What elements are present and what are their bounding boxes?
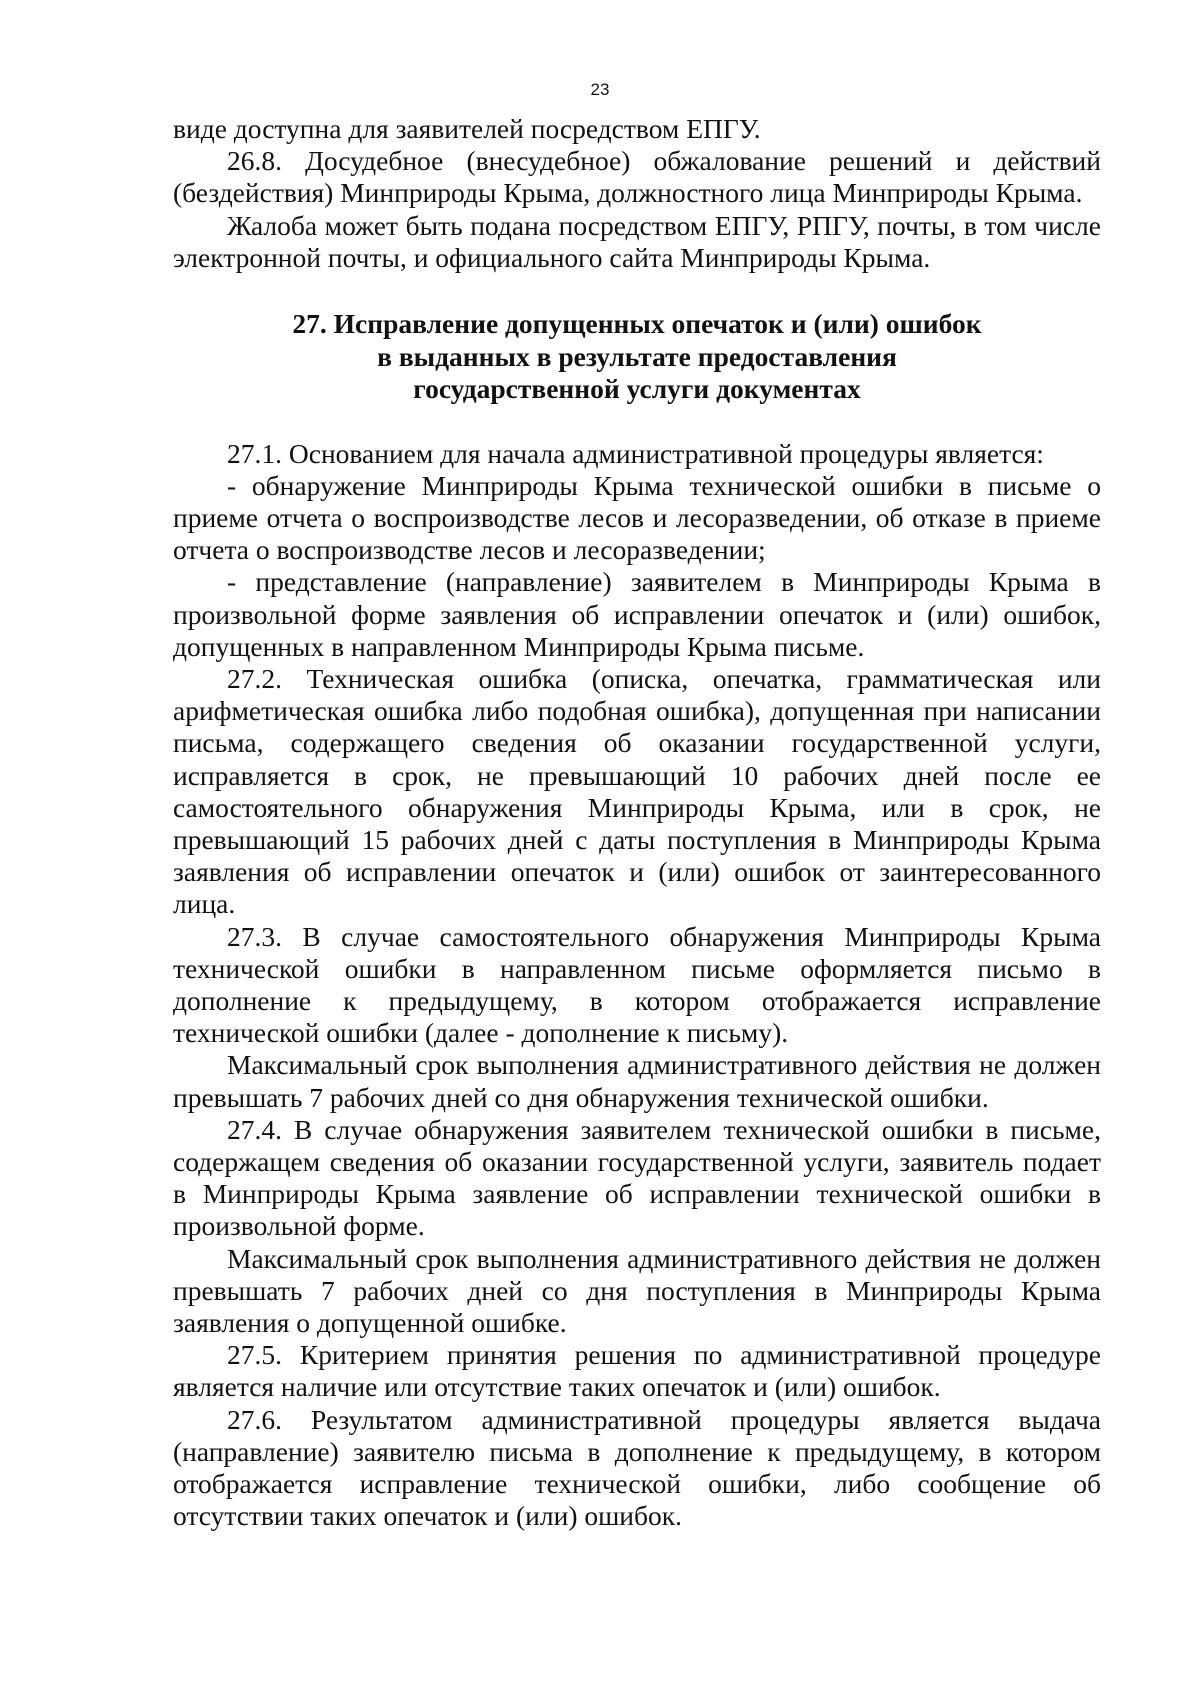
paragraph-27-5: 27.5. Критерием принятия решения по административной процедуре является наличие или отсутствие таких опечаток и (или) ошибок. (173, 1339, 1101, 1403)
paragraph-continuation: виде доступна для заявителей посредством ЕПГУ. (173, 113, 761, 144)
paragraph-27-4: 27.4. В случае обнаружения заявителем технической ошибки в письме, содержащем сведения об оказании государственной услуги, заявитель подает в Минприроды Крыма заявление об исправлении технической ошибки в произвольной форме. (173, 1113, 1101, 1242)
paragraph-27-1: 27.1. Основанием для начала административной процедуры является: (227, 437, 1044, 469)
paragraph-complaint-channels: Жалоба может быть подана посредством ЕПГУ, РПГУ, почты, в том числе электронной почты, и официального сайта Минприроды Крыма. (173, 209, 1101, 273)
paragraph-27-4-max-term: Максимальный срок выполнения административного действия не должен превышать 7 рабочих дней со дня поступления в Минприроды Крыма заявления о допущенной ошибке. (173, 1242, 1101, 1338)
section-title-line-3: государственной услуги документах (413, 373, 861, 405)
paragraph-27-6: 27.6. Результатом административной процедуры является выдача (направление) заявителю письма в дополнение к предыдущему, в котором отображается исправление технической ошибки, либо сообщение об отсутствии таких опечаток и (или) ошибок. (173, 1403, 1101, 1532)
page-number: 23 (590, 80, 610, 99)
section-title-line-1: 27. Исправление допущенных опечаток и (или) ошибок (292, 308, 982, 340)
paragraph-27-1-item-2: - представление (направление) заявителем в Минприроды Крыма в произвольной форме заявления об исправлении опечаток и (или) ошибок, допущенных в направленном Минприроды Крыма письме. (173, 566, 1101, 662)
paragraph-27-3-max-term: Максимальный срок выполнения административного действия не должен превышать 7 рабочих дней со дня обнаружения технической ошибки. (173, 1049, 1101, 1113)
paragraph-26-8: 26.8. Досудебное (внесудебное) обжалование решений и действий (бездействия) Минприроды Крыма, должностного лица Минприроды Крыма. (173, 145, 1101, 209)
paragraph-27-2: 27.2. Техническая ошибка (описка, опечатка, грамматическая или арифметическая ошибка либо подобная ошибка), допущенная при написании письма, содержащего сведения об оказании государственной услуги, исправляется в срок, не превышающий 10 рабочих дней после ее самостоятельного обнаружения Минприроды Крыма, или в срок, не превышающий 15 рабочих дней с даты поступления в Минприроды Крыма заявления об исправлении опечаток и (или) ошибок от заинтересованного лица. (173, 662, 1101, 920)
document-body (173, 113, 1101, 1532)
paragraph-27-1-item-1: - обнаружение Минприроды Крыма технической ошибки в письме о приеме отчета о воспроизводстве лесов и лесоразведении, об отказе в приеме отчета о воспроизводстве лесов и лесоразведении; (173, 469, 1101, 566)
section-title-line-2: в выданных в результате предоставления (377, 340, 897, 372)
paragraph-27-3: 27.3. В случае самостоятельного обнаружения Минприроды Крыма технической ошибки в направленном письме оформляется письмо в дополнение к предыдущему, в котором отображается исправление технической ошибки (далее - дополнение к письму). (173, 920, 1101, 1049)
section-title (173, 308, 1101, 406)
